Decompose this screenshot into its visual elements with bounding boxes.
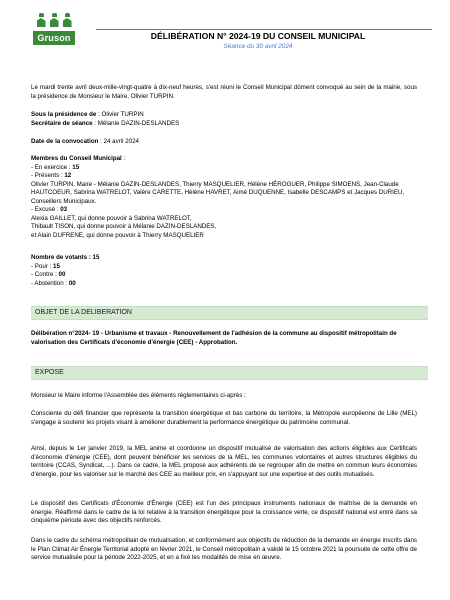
- votants-block: [31, 254, 417, 288]
- votants-label: Nombre de votants: [31, 254, 88, 261]
- membres-block: [31, 155, 417, 240]
- pour-value: 15: [53, 262, 60, 270]
- abstention-label: - Abstention :: [31, 279, 69, 287]
- expose-paragraph: Le dispositif des Certificats d'Économie d'Énergie (CEE) est l'un des principaux instruments nationaux de maîtrise de la demande en énergie. Réaffirmé dans le cadre de la loi relative à la transition énergétique pour la croissance verte, ce dispositif national est entré dans sa cinquième période avec des objectifs renforcés.: [31, 500, 417, 524]
- presidence-label: Sous la présidence de: [31, 111, 97, 118]
- excuse-line: et Alain DUFRENE, qui donne pouvoir à Thierry MASQUELIER: [31, 231, 204, 239]
- abstention-value: 00: [68, 279, 76, 287]
- presidence-value: : Olivier TURPIN: [96, 111, 144, 118]
- objet-text: Délibération n°2024- 19 - Urbanisme et travaux - Renouvellement de l'adhésion de la commune au dispositif métropolitain de valorisation des Certificats d'économie d'énergie (CEE) - Approbation.: [31, 330, 397, 346]
- expose-paragraph: Dans le cadre du schéma métropolitain de mutualisation, et conformément aux objectifs de réduction de la demande en énergie inscrits dans le Plan Climat Air Énergie Territorial adopté en février 2021, le Conseil métropolitain a validé le 15 octobre 2021 la poursuite de cette offre de service mutualisée pour la période 2022-2025, et en a fixé les modalités de mise en œuvre.: [31, 537, 417, 561]
- excuse-label: - Excusé :: [31, 206, 61, 213]
- section-header-expose: [31, 366, 428, 380]
- convocation-line: [31, 138, 417, 147]
- excuse-line: Alexia GAILLET, qui donne pouvoir à Sabrina WATRELOT,: [31, 214, 192, 222]
- exercice-label: - En exercice :: [31, 163, 73, 171]
- section-header-objet: [31, 306, 428, 320]
- excuse-line: Thibault TISON, qui donne pouvoir à Mélanie DAZIN-DESLANDES,: [31, 223, 217, 230]
- presidence-block: [31, 111, 417, 128]
- presents-label: - Présents :: [31, 172, 65, 179]
- logo-text: Gruson: [33, 31, 75, 45]
- expose-paragraph: Consciente du défi financier que représente la transition énergétique et bas carbone du territoire, la Métropole européenne de Lille (MEL) s'engage à soutenir les projets visant à améliorer durablement la performance énergétique du patrimoine communal.: [31, 410, 417, 426]
- logo-house-icons: [33, 13, 75, 27]
- house-icon: [50, 13, 59, 27]
- house-icon: [63, 13, 72, 27]
- session-date: Séance du 30 avril 2024: [223, 43, 293, 50]
- excuse-value: 03: [60, 206, 68, 213]
- intro-paragraph: Le mardi trente avril deux-mille-vingt-quatre à dix-neuf heures, s'est réuni le Conseil Municipal dûment convoqué au sein de la mairie, sous la présidence de Monsieur le Maire, Olivier TURPIN.: [31, 84, 417, 100]
- membres-label: Membres du Conseil Municipal: [31, 155, 122, 162]
- contre-value: 00: [58, 271, 66, 278]
- page-title: DÉLIBÉRATION N° 2024-19 DU CONSEIL MUNICIPAL: [150, 31, 366, 41]
- house-icon: [37, 13, 46, 27]
- municipality-logo: [33, 13, 75, 45]
- secretaire-label: Secrétaire de séance: [31, 119, 93, 127]
- pour-label: - Pour :: [31, 262, 54, 270]
- secretaire-value: : Mélanie DAZIN-DESLANDES: [92, 119, 180, 127]
- section-title-objet: OBJET DE LA DELIBERATION: [35, 309, 132, 316]
- exercice-value: 15: [72, 163, 80, 171]
- section-title-expose: EXPOSE: [35, 369, 64, 376]
- expose-paragraph: Monsieur le Maire informe l'Assemblée des éléments réglementaires ci-après :: [31, 392, 246, 399]
- membres-colon: :: [121, 155, 126, 162]
- contre-label: - Contre :: [31, 271, 59, 278]
- votants-value: : 15: [87, 254, 100, 261]
- convocation-value: : 24 avril 2024: [98, 138, 139, 145]
- title-divider: [96, 29, 432, 30]
- presents-value: 12: [64, 172, 72, 179]
- expose-paragraph: Ainsi, depuis le 1er janvier 2019, la MEL anime et coordonne un dispositif mutualisé de valorisation des actions éligibles aux Certificats d'économie d'énergie (CEE), dont peuvent bénéficier les services de la MEL, les communes volontaires et autres structures éligibles du territoire (CCAS, Syndicat, ...). Dans ce cadre, la MEL propose aux adhérents de se regrouper afin de mettre en commun leurs économies d'énergie, pour les valoriser sur le marché des CEE au meilleur prix, en s'appuyant sur une expertise et des outils mutualisés.: [31, 445, 417, 478]
- presents-list: Olivier TURPIN, Maire - Mélanie DAZIN-DESLANDES, Thierry MASQUELIER, Hélène HÉROGUER, Philippe SIMOENS, Jean-Claude HAUTCOEUR, Sabrina WATRELOT, Valère CARETTE, Hélène HAVRET, Aimé DUQUENNE, Isabelle DESCAMPS et Jacques DURIEU, Conseillers Municipaux.: [31, 180, 405, 205]
- convocation-label: Date de la convocation: [31, 138, 99, 145]
